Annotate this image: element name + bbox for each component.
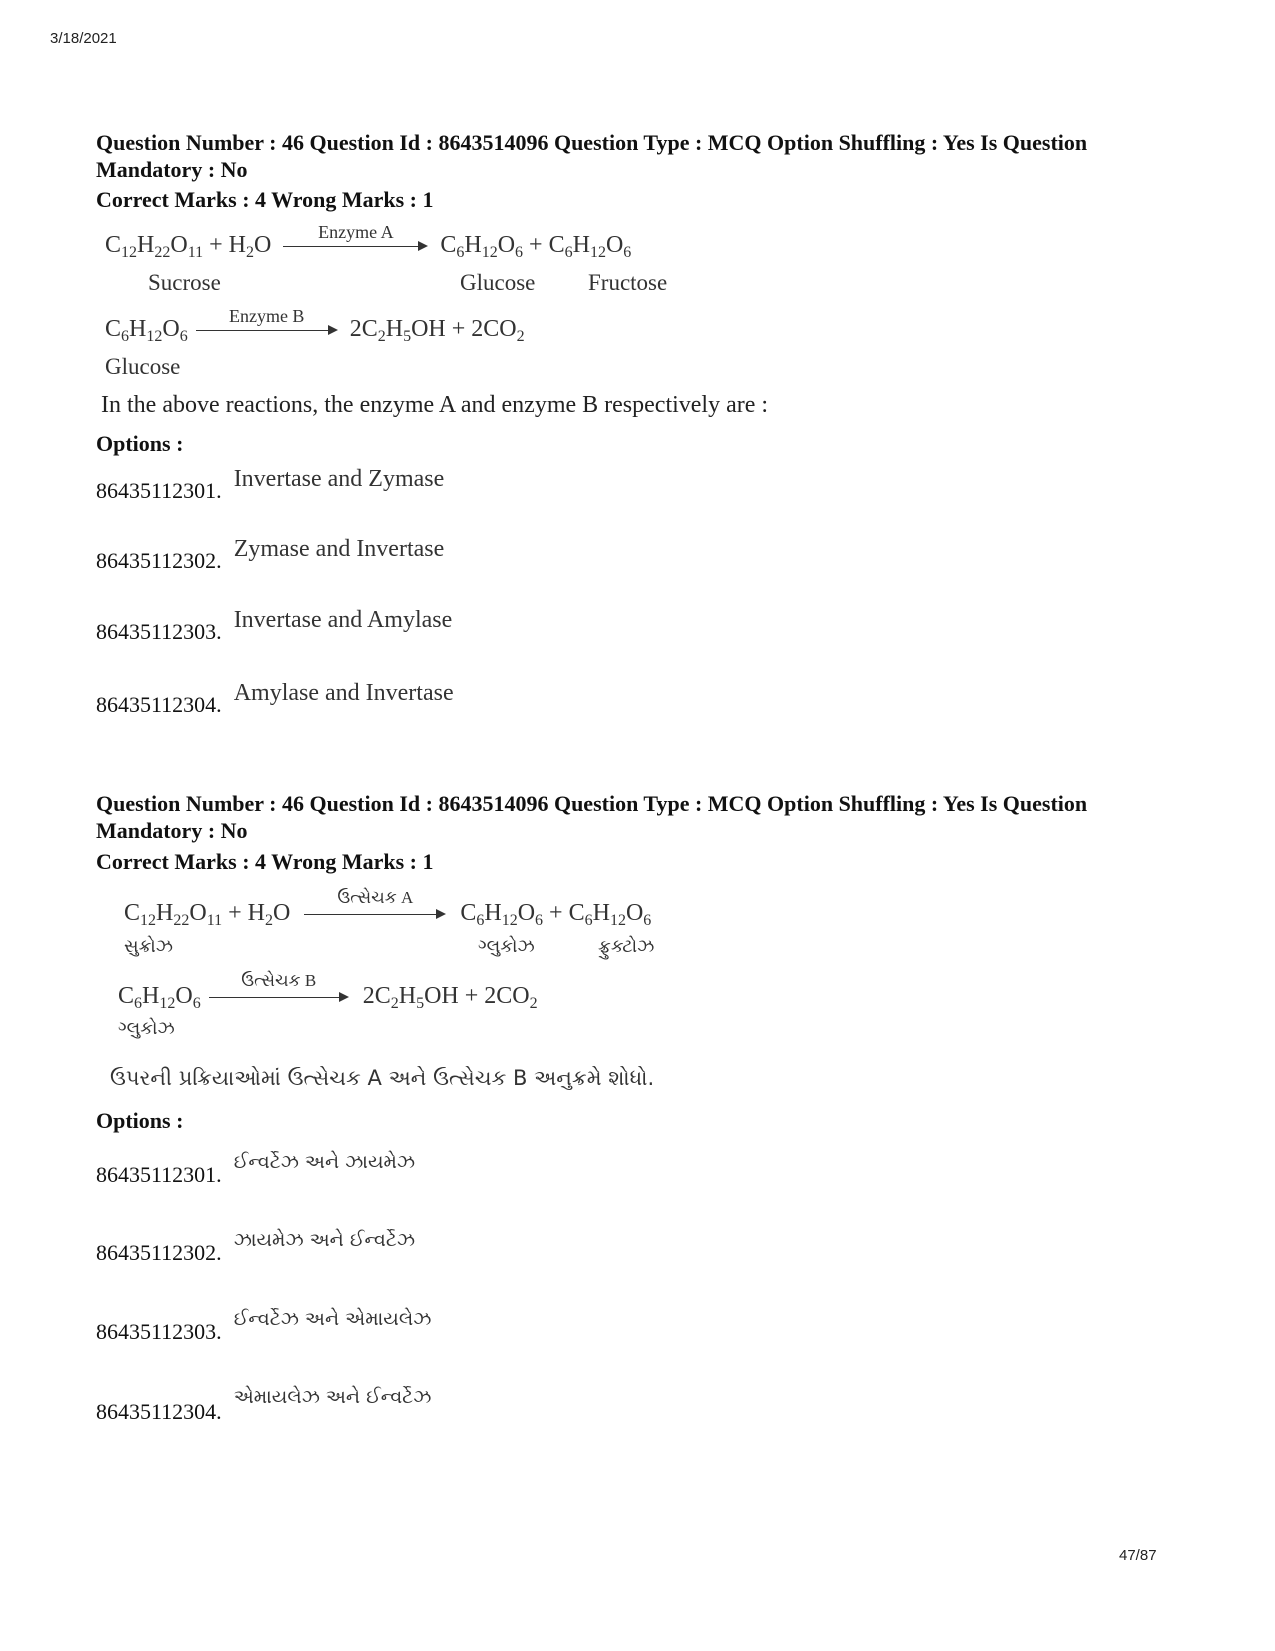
- sucrose-label: Sucrose: [148, 270, 221, 295]
- question-header: [96, 129, 1206, 183]
- plus-sign: +: [228, 900, 242, 926]
- arrow-head-icon: [328, 325, 338, 335]
- option-text: Zymase and Invertase: [233, 536, 445, 562]
- option-text: ઈન્વર્ટેઝ અને એમાયલેઝ: [233, 1308, 432, 1330]
- reaction-equation-1: [105, 221, 632, 261]
- option-id: 86435112301.: [96, 478, 222, 503]
- sucrose-formula: $C_{12}H_{22}O_{11}$: [105, 232, 204, 261]
- question-header-line2: Mandatory : No: [96, 818, 248, 843]
- option-id: 86435112301.: [96, 1162, 222, 1187]
- reaction-arrow-a: [283, 221, 428, 247]
- glucose-formula: $C_6H_{12}O_6$: [118, 983, 201, 1012]
- option-text: ઝાયમેઝ અને ઈન્વર્ટેઝ: [233, 1229, 416, 1251]
- sucrose-label: સુક્રોઝ: [124, 936, 173, 957]
- reaction-equation-2: [118, 970, 538, 1012]
- reaction-equation-1: [124, 887, 652, 929]
- question-text: In the above reactions, the enzyme A and enzyme B respectively are :: [101, 392, 769, 418]
- enzyme-b-label: Enzyme B: [228, 305, 305, 326]
- arrow-head-icon: [436, 909, 446, 919]
- reaction-arrow-b: [209, 970, 349, 998]
- enzyme-a-label: ઉત્સેચક A: [337, 887, 414, 907]
- option-text: એમાયલેઝ અને ઈન્વર્ટેઝ: [233, 1386, 432, 1408]
- water-formula: $H_2O$: [228, 232, 272, 261]
- option-id: 86435112302.: [96, 1240, 222, 1265]
- option-item[interactable]: [96, 536, 445, 573]
- glucose-label: ગ્લુકોઝ: [118, 1018, 175, 1039]
- fructose-label: ફ્રુક્ટોઝ: [598, 936, 655, 957]
- glucose-formula: $C_6H_{12}O_6$: [440, 232, 524, 261]
- question-header: [96, 790, 1206, 844]
- water-formula: $H_2O$: [247, 900, 291, 929]
- option-text: Invertase and Amylase: [233, 607, 453, 633]
- fructose-formula: $C_6H_{12}O_6$: [568, 900, 652, 929]
- reaction-arrow-a: [304, 887, 446, 915]
- co2-product: $2CO_2$: [471, 316, 525, 345]
- plus-sign: +: [209, 232, 223, 258]
- option-id: 86435112304.: [96, 692, 222, 717]
- enzyme-a-label: Enzyme A: [318, 221, 394, 242]
- option-id: 86435112302.: [96, 548, 222, 573]
- plus-sign: +: [549, 900, 563, 926]
- question-text: ઉપરની પ્રક્રિયાઓમાં ઉત્સેચક A અને ઉત્સેચક B અનુક્રમે શોધો.: [110, 1066, 655, 1090]
- glucose-formula: $C_6H_{12}O_6$: [460, 900, 544, 929]
- plus-sign: +: [451, 316, 466, 342]
- option-text: ઈન્વર્ટેઝ અને ઝાયમેઝ: [233, 1151, 416, 1173]
- enzyme-b-label: ઉત્સેચક B: [241, 970, 317, 990]
- fructose-formula: $C_6H_{12}O_6$: [548, 232, 632, 261]
- option-item[interactable]: [96, 607, 453, 644]
- question-header-line2: Mandatory : No: [96, 157, 248, 182]
- plus-sign: +: [464, 983, 479, 1009]
- ethanol-product: $2C_2H_5OH$: [362, 983, 459, 1012]
- page-number: 47/87: [1119, 1547, 1157, 1564]
- reaction-arrow-b: [196, 305, 338, 331]
- sucrose-formula: $C_{12}H_{22}O_{11}$: [124, 900, 223, 929]
- option-id: 86435112304.: [96, 1399, 222, 1424]
- arrow-head-icon: [418, 241, 428, 251]
- reaction-equation-2: [105, 305, 525, 345]
- option-text: Invertase and Zymase: [233, 466, 445, 492]
- option-item[interactable]: [96, 680, 454, 717]
- option-text: Amylase and Invertase: [233, 680, 454, 706]
- question-header-line1: Question Number : 46 Question Id : 8643514096 Question Type : MCQ Option Shuffling : Yes Is Question: [96, 791, 1088, 816]
- fructose-label: Fructose: [588, 270, 668, 295]
- ethanol-product: $2C_2H_5OH$: [349, 316, 446, 345]
- glucose-label: Glucose: [105, 354, 181, 379]
- option-id: 86435112303.: [96, 1319, 222, 1344]
- option-id: 86435112303.: [96, 619, 222, 644]
- glucose-formula: $C_6H_{12}O_6$: [105, 316, 188, 345]
- question-marks: Correct Marks : 4 Wrong Marks : 1: [96, 849, 434, 874]
- option-item[interactable]: [96, 1305, 432, 1344]
- question-header-line1: Question Number : 46 Question Id : 8643514096 Question Type : MCQ Option Shuffling : Yes Is Question: [96, 130, 1088, 155]
- option-item[interactable]: [96, 1383, 432, 1424]
- question-marks: Correct Marks : 4 Wrong Marks : 1: [96, 187, 434, 212]
- glucose-label: Glucose: [460, 270, 536, 295]
- arrow-head-icon: [339, 992, 349, 1002]
- co2-product: $2CO_2$: [484, 983, 538, 1012]
- glucose-label: ગ્લુકોઝ: [478, 936, 535, 957]
- option-item[interactable]: [96, 1226, 416, 1265]
- options-label: Options :: [96, 1108, 184, 1133]
- plus-sign: +: [529, 232, 543, 258]
- option-item[interactable]: [96, 1148, 416, 1187]
- option-item[interactable]: [96, 466, 445, 503]
- options-label: Options :: [96, 431, 184, 456]
- print-date: 3/18/2021: [50, 30, 117, 47]
